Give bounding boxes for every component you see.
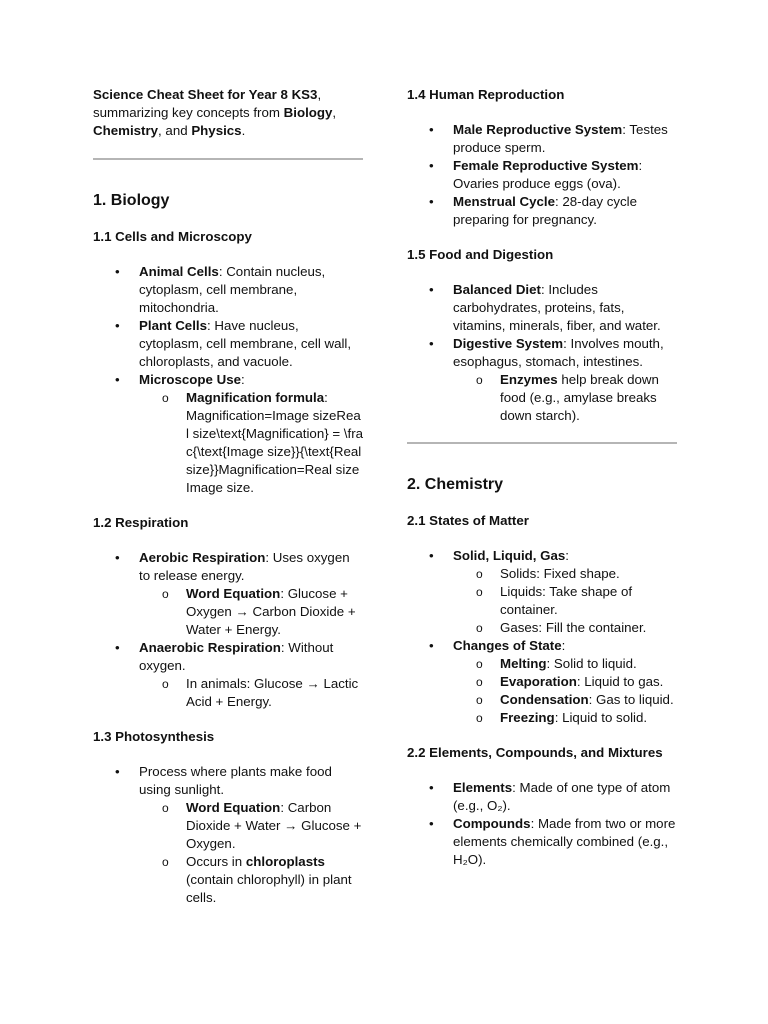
list-item bbox=[93, 639, 363, 711]
list-item bbox=[93, 763, 363, 907]
occurs-text: Occurs in bbox=[186, 854, 246, 869]
word-equation-text: : Glucose + Oxygen → Carbon Dioxide + Water + Energy. bbox=[186, 586, 356, 637]
list-item bbox=[407, 193, 677, 229]
divider bbox=[407, 442, 677, 444]
list-item bbox=[407, 121, 677, 157]
anaerobic-sublist bbox=[139, 675, 363, 711]
biology-heading: 1. Biology bbox=[93, 192, 170, 209]
list-item bbox=[139, 799, 363, 853]
list-item bbox=[407, 779, 677, 815]
word-equation-text: : Carbon Dioxide + Water → Glucose + Oxygen. bbox=[186, 800, 362, 851]
photosynthesis-sublist bbox=[139, 799, 363, 907]
aerobic-label: Aerobic Respiration bbox=[139, 550, 266, 565]
freezing-label: Freezing bbox=[500, 710, 555, 725]
list-item bbox=[407, 547, 677, 637]
anaerobic-text: : Without oxygen. bbox=[139, 640, 334, 673]
chloroplasts-label: chloroplasts bbox=[245, 854, 325, 869]
list-item bbox=[93, 371, 363, 497]
states-sublist bbox=[453, 565, 677, 637]
solid-liquid-gas-label: Solid, Liquid, Gas bbox=[453, 548, 566, 563]
enzymes-label: Enzymes bbox=[500, 372, 558, 387]
changes-of-state-label: Changes of State bbox=[453, 638, 562, 653]
divider bbox=[93, 158, 363, 160]
list-item: o Gases: Fill the container. bbox=[453, 619, 677, 637]
menstrual-cycle-text: : 28-day cycle preparing for pregnancy. bbox=[453, 194, 638, 227]
digestion-list bbox=[407, 281, 677, 425]
list-item bbox=[93, 317, 363, 371]
list-item: o Solids: Fixed shape. bbox=[453, 565, 677, 583]
chloroplasts-text: (contain chlorophyll) in plant cells. bbox=[186, 872, 352, 905]
list-item bbox=[453, 655, 677, 673]
melting-label: Melting bbox=[500, 656, 547, 671]
compounds-text: : Made from two or more elements chemically combined (e.g., H₂O). bbox=[453, 816, 676, 867]
list-item bbox=[139, 853, 363, 907]
magnification-label: Magnification formula bbox=[186, 390, 325, 405]
word-equation-label: Word Equation bbox=[186, 586, 281, 601]
elements-heading: 2.2 Elements, Compounds, and Mixtures bbox=[407, 745, 663, 760]
list-item: o In animals: Glucose → Lactic Acid + Energy. bbox=[139, 675, 363, 711]
female-system-label: Female Reproductive System bbox=[453, 158, 639, 173]
intro-comma: , bbox=[317, 87, 322, 102]
magnification-formula: Magnification=Image sizeReal size\text{Magnification} = \frac{\text{Image size}}{\text{Real size}}Magnification=Real sizeImage size. bbox=[186, 408, 364, 495]
list-item bbox=[407, 157, 677, 193]
reproduction-list bbox=[407, 121, 677, 229]
balanced-diet-text: : Includes carbohydrates, proteins, fats, vitamins, minerals, fiber, and water. bbox=[453, 282, 661, 333]
respiration-list bbox=[93, 549, 363, 711]
elements-list bbox=[407, 779, 677, 869]
plant-cells-text: : Have nucleus, cytoplasm, cell membrane, cell wall, chloroplasts, and vacuole. bbox=[139, 318, 352, 369]
left-column bbox=[93, 86, 363, 907]
aerobic-text: : Uses oxygen to release energy. bbox=[139, 550, 350, 583]
digestive-system-text: : Involves mouth, esophagus, stomach, intestines. bbox=[453, 336, 664, 369]
intro-paragraph bbox=[93, 86, 363, 140]
changes-of-state-colon: : bbox=[561, 638, 566, 653]
male-system-text: : Testes produce sperm. bbox=[453, 122, 668, 155]
list-item bbox=[453, 673, 677, 691]
intro-physics: Physics bbox=[191, 123, 242, 138]
list-item bbox=[453, 691, 677, 709]
digestive-system-label: Digestive System bbox=[453, 336, 564, 351]
word-equation-label: Word Equation bbox=[186, 800, 281, 815]
intro-and: , and bbox=[158, 123, 192, 138]
list-item bbox=[453, 709, 677, 727]
solid-liquid-gas-colon: : bbox=[565, 548, 569, 563]
list-item bbox=[407, 335, 677, 425]
list-item bbox=[93, 549, 363, 639]
elements-label: Elements bbox=[453, 780, 513, 795]
microscope-label: Microscope Use bbox=[139, 372, 241, 387]
menstrual-cycle-label: Menstrual Cycle bbox=[453, 194, 555, 209]
animal-cells-label: Animal Cells bbox=[139, 264, 219, 279]
cells-list bbox=[93, 263, 363, 497]
microscope-colon: : bbox=[240, 372, 245, 387]
list-item bbox=[407, 637, 677, 727]
animal-cells-text: : Contain nucleus, cytoplasm, cell membrane, mitochondria. bbox=[139, 264, 326, 315]
digestive-sublist bbox=[453, 371, 677, 425]
chemistry-heading: 2. Chemistry bbox=[407, 476, 504, 493]
enzymes-text: help break down food (e.g., amylase breaks down starch). bbox=[500, 372, 659, 423]
list-item: o Liquids: Take shape of container. bbox=[453, 583, 677, 619]
photosynthesis-heading: 1.3 Photosynthesis bbox=[93, 729, 215, 744]
magnification-colon: : bbox=[324, 390, 328, 405]
digestion-heading: 1.5 Food and Digestion bbox=[407, 247, 554, 262]
intro-text: summarizing key concepts from bbox=[93, 105, 284, 120]
intro-comma-2: , bbox=[332, 105, 337, 120]
compounds-label: Compounds bbox=[453, 816, 531, 831]
photosynthesis-list bbox=[93, 763, 363, 907]
male-system-label: Male Reproductive System bbox=[453, 122, 623, 137]
plant-cells-label: Plant Cells bbox=[139, 318, 207, 333]
condensation-text: : Gas to liquid. bbox=[588, 692, 674, 707]
changes-sublist bbox=[453, 655, 677, 727]
list-item bbox=[139, 389, 363, 497]
intro-period: . bbox=[241, 123, 246, 138]
anaerobic-label: Anaerobic Respiration bbox=[139, 640, 281, 655]
melting-text: : Solid to liquid. bbox=[546, 656, 637, 671]
intro-chemistry: Chemistry bbox=[93, 123, 159, 138]
respiration-heading: 1.2 Respiration bbox=[93, 515, 189, 530]
list-item bbox=[139, 585, 363, 639]
cells-heading: 1.1 Cells and Microscopy bbox=[93, 229, 252, 244]
right-column bbox=[407, 86, 677, 869]
process-text: Process where plants make food using sunlight. bbox=[139, 764, 332, 797]
list-item bbox=[407, 281, 677, 335]
freezing-text: : Liquid to solid. bbox=[554, 710, 648, 725]
states-heading: 2.1 States of Matter bbox=[407, 513, 529, 528]
elements-text: : Made of one type of atom (e.g., O₂). bbox=[453, 780, 671, 813]
balanced-diet-label: Balanced Diet bbox=[453, 282, 541, 297]
condensation-label: Condensation bbox=[500, 692, 589, 707]
intro-biology: Biology bbox=[283, 105, 333, 120]
reproduction-heading: 1.4 Human Reproduction bbox=[407, 87, 565, 102]
female-system-text: : Ovaries produce eggs (ova). bbox=[453, 158, 643, 191]
evaporation-label: Evaporation bbox=[500, 674, 577, 689]
states-list bbox=[407, 547, 677, 727]
list-item bbox=[453, 371, 677, 425]
list-item bbox=[407, 815, 677, 869]
list-item bbox=[93, 263, 363, 317]
aerobic-sublist bbox=[139, 585, 363, 639]
document-title: Science Cheat Sheet for Year 8 KS3 bbox=[93, 87, 318, 102]
microscope-sublist bbox=[139, 389, 363, 497]
evaporation-text: : Liquid to gas. bbox=[576, 674, 664, 689]
